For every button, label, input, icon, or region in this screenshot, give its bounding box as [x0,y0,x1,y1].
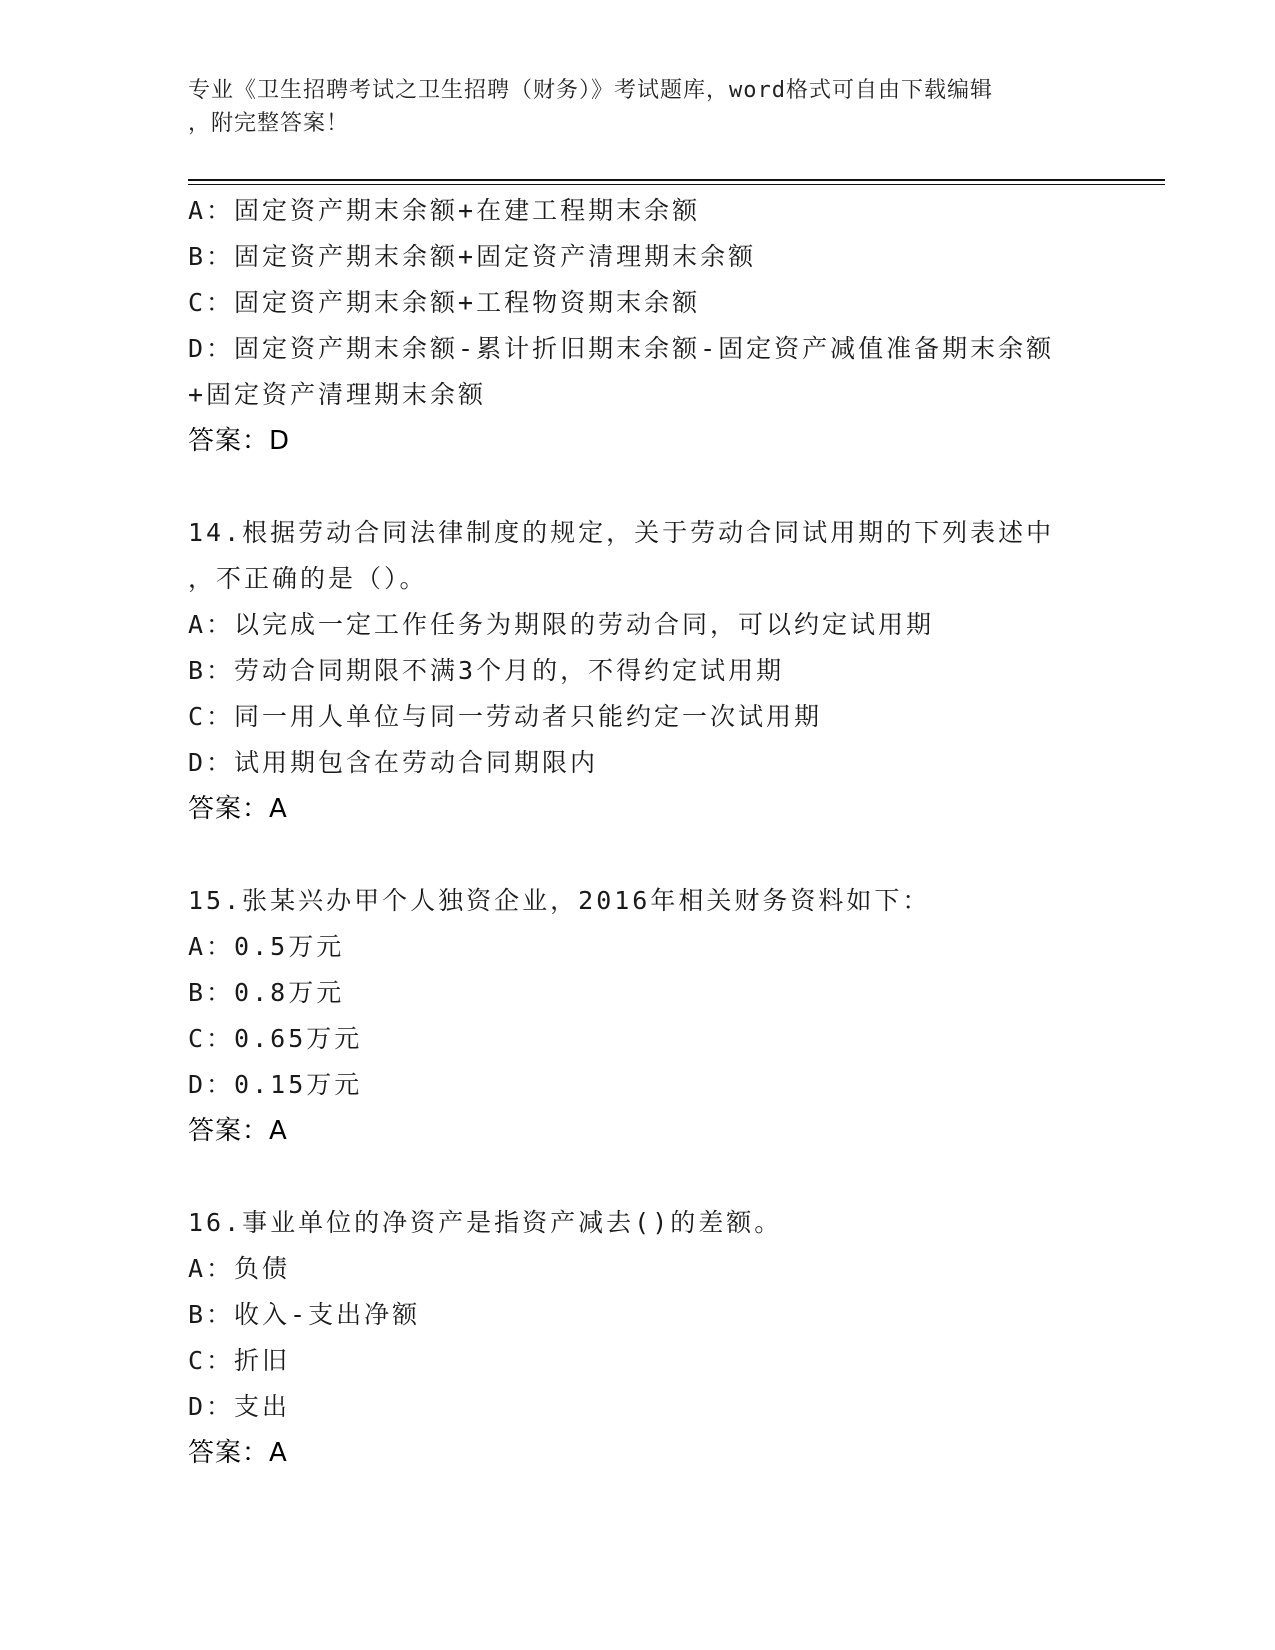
spacer [188,464,1088,510]
option-c: C：固定资产期末余额+工程物资期末余额 [188,288,701,317]
option-d: D：支出 [188,1392,291,1421]
option-d-continued: +固定资产清理期末余额 [188,380,487,409]
answer: 答案：A [188,1116,288,1146]
answer: 答案：A [188,794,288,824]
option-c: C：折旧 [188,1346,291,1375]
question-13-tail [188,188,1088,464]
spacer [188,1154,1088,1200]
option-a: A：0.5万元 [188,932,345,961]
option-b: B：收入-支出净额 [188,1300,421,1329]
answer: 答案：A [188,1438,288,1468]
question-16 [188,1200,1088,1476]
option-a: A：固定资产期末余额+在建工程期末余额 [188,196,701,225]
question-list [188,188,1088,1476]
question-stem-continued: ，不正确的是（）。 [188,564,428,593]
document-header [188,74,1088,140]
question-stem: 16.事业单位的净资产是指资产减去()的差额。 [188,1208,783,1237]
question-14 [188,510,1088,832]
option-b: B：0.8万元 [188,978,345,1007]
option-d: D：0.15万元 [188,1070,363,1099]
spacer [188,832,1088,878]
option-b: B：固定资产期末余额+固定资产清理期末余额 [188,242,757,271]
question-15 [188,878,1088,1154]
option-c: C：同一用人单位与同一劳动者只能约定一次试用期 [188,702,823,731]
option-d: D：试用期包含在劳动合同期限内 [188,748,599,777]
option-c: C：0.65万元 [188,1024,363,1053]
option-a: A：以完成一定工作任务为期限的劳动合同，可以约定试用期 [188,610,935,639]
header-title-line2: ，附完整答案！ [188,111,350,136]
option-a: A：负债 [188,1254,291,1283]
answer: 答案：D [188,426,291,456]
question-stem: 15.张某兴办甲个人独资企业，2016年相关财务资料如下： [188,886,931,915]
question-stem: 14.根据劳动合同法律制度的规定，关于劳动合同试用期的下列表述中 [188,518,1055,547]
header-divider-thick [188,179,1165,181]
header-title-line1: 专业《卫生招聘考试之卫生招聘（财务）》考试题库，word格式可自由下载编辑 [188,78,993,103]
header-divider-thin [188,184,1165,185]
option-b: B：劳动合同期限不满3个月的，不得约定试用期 [188,656,785,685]
option-d: D：固定资产期末余额-累计折旧期末余额-固定资产减值准备期末余额 [188,334,1055,363]
